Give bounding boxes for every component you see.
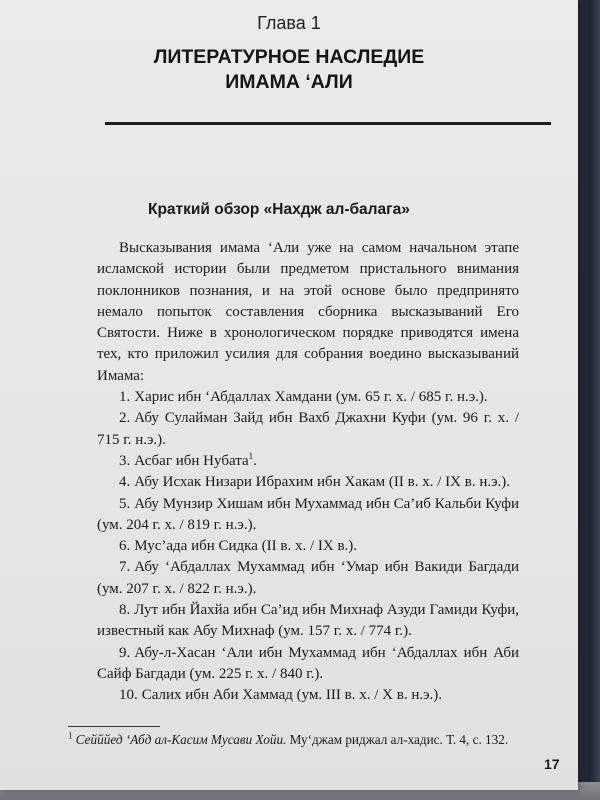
footnote-divider	[68, 726, 160, 727]
footnote-marker: 1	[68, 730, 73, 741]
list-item: 10. Салих ибн Аби Хаммад (ум. III в. х. / X в. н.э.).	[119, 687, 443, 704]
list-item: 9. Абу-л-Хасан ‘Али ибн Мухаммад ибн ‘Абдаллах ибн Аби Сайф Багдади (ум. 225 г. х. / 840 г.).	[97, 644, 519, 682]
list-item: 4. Абу Исхак Низари Ибрахим ибн Хакам (II в. х. / IX в. н.э.).	[119, 474, 511, 491]
list-item: 7. Абу ‘Абдаллах Мухаммад ибн ‘Умар ибн Вакиди Багдади (ум. 207 г. х. / 822 г. н.э.).	[97, 559, 519, 597]
footnote-source: Му‘джам риджал ал-хадис. Т. 4, с. 132.	[289, 732, 509, 747]
list-item: 8. Лут ибн Йахйа ибн Са’ид ибн Михнаф Азуди Гамиди Куфи, известный как Абу Михнаф (ум. 157 г. х. / 774 г.).	[97, 602, 519, 640]
footnote	[68, 731, 553, 749]
intro-paragraph: Высказывания имама ‘Али уже на самом начальном этапе исламской истории были предметом пристального внимания поклонников познания, и на этой основе было предпринято немало попыток составления сборника высказываний Его Святости. Ниже в хронологическом порядке приводятся имена тех, кто приложил усилия для собрания воедино высказываний Имама:	[97, 240, 519, 384]
list-item: 1. Харис ибн ‘Абдаллах Хамдани (ум. 65 г. х. / 685 г. н.э.).	[119, 389, 488, 406]
narrators-list	[97, 387, 519, 706]
footnote-author: Сейййед ‘Абд ал-Касим Мусави Хойи.	[75, 732, 287, 747]
page-number: 17	[544, 756, 560, 772]
chapter-label: Глава 1	[257, 13, 321, 33]
chapter-title-line-2: ИМАМА ‘АЛИ	[225, 71, 353, 93]
list-item: 2. Абу Сулайман Зайд ибн Вахб Джахни Куфи (ум. 96 г. х. / 715 г. н.э.).	[97, 410, 519, 448]
section-heading: Краткий обзор «Нахдж ал-балага»	[148, 201, 410, 218]
body-text	[97, 238, 519, 707]
chapter-divider	[105, 122, 551, 125]
footnote-ref[interactable]: 1	[248, 450, 254, 461]
list-item: 6. Мус’ада ибн Сидка (II в. х. / IX в.).	[119, 538, 358, 555]
list-item: 5. Абу Мунзир Хишам ибн Мухаммад ибн Са’иб Кальби Куфи (ум. 204 г. х. / 819 г. н.э.).	[97, 495, 519, 533]
chapter-title	[0, 45, 578, 95]
list-item: 3. Асбаг ибн Нубата$^1$.	[119, 450, 257, 469]
chapter-title-line-1: ЛИТЕРАТУРНОЕ НАСЛЕДИЕ	[153, 46, 425, 68]
